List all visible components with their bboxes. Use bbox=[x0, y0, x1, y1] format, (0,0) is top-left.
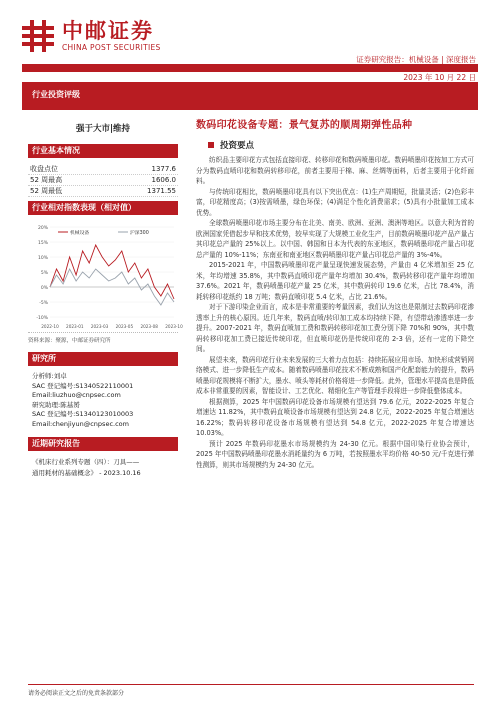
key-points-head bbox=[196, 139, 474, 151]
chart-y-tick-label: -5% bbox=[39, 301, 48, 306]
basics-label: 52 周最高 bbox=[30, 176, 63, 184]
basics-label: 52 周最低 bbox=[30, 187, 63, 195]
basics-row bbox=[28, 164, 178, 175]
chart-y-tick-label: 10% bbox=[37, 256, 48, 261]
analyst-line: SAC 登记编号:S1340123010003 bbox=[32, 410, 134, 418]
body-paragraph: 预计 2025 年数码印花墨水市场规模约为 24-30 亿元。根据中国印染行业协会预计，2025 年中国数码喷墨印花墨水消耗量约为 6 万吨，若按照墨水平均价格 40-50 元/千克进行弹性测算，则其市场规模约为 24-30 亿元。 bbox=[196, 439, 474, 469]
body-paragraph: 展望未来，数码印花行业未来发展的三大着力点包括：持续拓展应用市场、加快形成营销网络模式、进一步降低生产成本。随着数码喷墨印花技术不断成熟和国产化配套能力的提升，数码喷墨印花规模将不断扩大，墨水、喷头等耗材价格将进一步降低。此外，管理水平提高也是降低成本非常重要的因素，智能设计、工艺优化、精细化生产等管理手段将进一步降低整体成本。 bbox=[196, 355, 474, 395]
analyst-info bbox=[28, 372, 178, 429]
report-title: 数码印花设备专题：景气复苏的顺周期弹性品种 bbox=[196, 120, 413, 131]
basics-value: 1377.6 bbox=[151, 165, 176, 173]
analyst-line: 研究助理:陈基赟 bbox=[32, 400, 80, 409]
report-date: 2023 年 10 月 22 日 bbox=[403, 73, 476, 82]
chart-y-tick-label: 5% bbox=[40, 271, 48, 276]
analyst-line: 分析师:刘卓 bbox=[32, 372, 67, 380]
left-sidebar bbox=[28, 88, 183, 479]
chart-x-tick-label: 2023-01 bbox=[66, 324, 84, 329]
recent-report-line: 通用耗材的基础概念》 - 2023.10.16 bbox=[32, 469, 141, 477]
chart-x-tick-label: 2023-05 bbox=[115, 324, 134, 329]
chart-y-tick-label: 15% bbox=[37, 241, 48, 246]
basics-value: 1371.55 bbox=[147, 187, 176, 195]
header-band bbox=[22, 64, 478, 72]
chart-legend-label: 沪深300 bbox=[130, 231, 149, 236]
basics-row bbox=[28, 186, 178, 197]
chart-x-tick-label: 2023-08 bbox=[140, 324, 158, 329]
recent-report-link[interactable] bbox=[28, 457, 178, 479]
main-content bbox=[196, 116, 474, 470]
recent-report-line: 《机床行业系列专题（四）：刀具—— bbox=[32, 458, 140, 466]
company-logo bbox=[22, 20, 161, 52]
body-paragraph: 2015-2021 年，中国数码喷墨印花产量呈现快速发展态势，产量由 4 亿米增加至 25 亿米，年均增速 35.8%，其中数码直喷印花产量年均增加 30.4%，数码转移印花产量年均增加 37.6%。2021 年，数码喷墨印花产量 25 亿米，其中数码转印 19.6 亿米，占比 78.4%，消耗转移印花纸约 18 万吨；数码直喷印花 5.4 亿米，占比 21.6%。 bbox=[196, 261, 474, 301]
bullet-square-icon bbox=[208, 142, 214, 148]
analyst-email[interactable]: Email:chenjiyun@cnpsec.com bbox=[32, 419, 129, 428]
recent-reports-head: 近期研究报告 bbox=[28, 437, 178, 451]
chart-source: 资料来源：聚源，中邮证券研究所 bbox=[28, 338, 111, 344]
chart-legend-label: 机械设备 bbox=[70, 231, 90, 236]
report-type: 证券研究报告：机械设备 | 深度报告 bbox=[356, 55, 476, 64]
chart-x-tick-label: 2022-10 bbox=[41, 324, 59, 329]
logo-text-cn: 中邮证券 bbox=[62, 19, 154, 43]
chart-y-tick-label: -10% bbox=[36, 316, 48, 321]
basics-value: 1606.0 bbox=[151, 176, 176, 184]
chart-y-tick-label: 0% bbox=[40, 286, 48, 291]
chart-svg bbox=[28, 221, 183, 333]
chart-section-head: 行业相对指数表现（相对值） bbox=[28, 201, 178, 215]
basics-table bbox=[28, 164, 178, 197]
chart-x-tick-label: 2023-03 bbox=[90, 324, 109, 329]
footer-disclaimer: 请务必阅读正文之后的免责条款部分 bbox=[28, 690, 125, 697]
body-paragraph: 全球数码喷墨印花市场主要分布在北美、南美、欧洲、亚洲、澳洲等地区。以意大利为首的欧洲国家凭借起步早和技术优势，较早实现了大规模工业化生产，目前数码喷墨印花产品产量占其印花总产量的 25%以上。以中国、韩国和日本为代表的东亚地区，数码喷墨印花产量占印花总产量的 10%-11%；东南亚和南亚地区数码喷墨印花产量占印花总产量的 3%-4%。 bbox=[196, 219, 474, 259]
body-paragraph: 根据测算，2025 年中国数码印花设备市场规模有望达到 79.6 亿元，2022-2025 年复合增速达 11.82%，其中数码直喷设备市场规模有望达到 24.8 亿元，2022-2025 年复合增速达 16.22%；数码转移印花设备市场规模有望达到 54.8 亿元，2022-2025 年复合增速达 10.03%。 bbox=[196, 397, 474, 437]
basics-section-head: 行业基本情况 bbox=[28, 144, 178, 158]
body-paragraph: 与传统印花相比，数码喷墨印花具有以下突出优点：(1)生产周期短，批量灵活；(2)色彩丰富，印花精度高；(3)按需喷墨，绿色环保；(4)满足个性化消费需求；(5)具有小批量加工成本优势。 bbox=[196, 187, 474, 217]
industry-rating: 强于大市|维持 bbox=[75, 124, 131, 134]
relative-index-chart bbox=[28, 221, 183, 333]
chart-x-tick-label: 2023-10 bbox=[165, 324, 183, 329]
basics-row bbox=[28, 175, 178, 186]
footer-divider bbox=[28, 684, 474, 685]
analyst-line: SAC 登记编号:S1340522110001 bbox=[32, 381, 134, 390]
chart-y-tick-label: 20% bbox=[37, 226, 48, 231]
logo-text-en: CHINA POST SECURITIES bbox=[62, 43, 161, 52]
body-paragraph: 对于下游印染企业而言，成本是非常重要的考量因素，我们认为这也是限制过去数码印花渗透率上升的核心原因。近几年来，数码直喷/转印加工成本均持续下降，有望带动渗透率进一步提升。2007-2021 年，数码直喷加工费和数码转移印花加工费分别下降 70%和 90%，其中数码转移印花加工费已接近传统印花，但直喷印花仍是传统印花的 2-3 倍，还有一定的下降空间。 bbox=[196, 303, 474, 353]
analyst-section-head: 研究所 bbox=[28, 352, 178, 366]
body-paragraph: 纺织品主要印花方式包括直接印花、转移印花和数码喷墨印花。数码喷墨印花按加工方式可分为数码直喷印花和数码转移印花，前者主要用于棉、麻、丝绸等面料，后者主要用于化纤面料。 bbox=[196, 156, 474, 185]
basics-label: 收盘点位 bbox=[30, 165, 58, 173]
logo-mark-icon bbox=[22, 20, 54, 52]
rating-section-head: 行业投资评级 bbox=[28, 88, 178, 102]
key-points-label: 投资要点 bbox=[220, 141, 255, 151]
analyst-email[interactable]: Email:liuzhuo@cnpsec.com bbox=[32, 391, 121, 399]
